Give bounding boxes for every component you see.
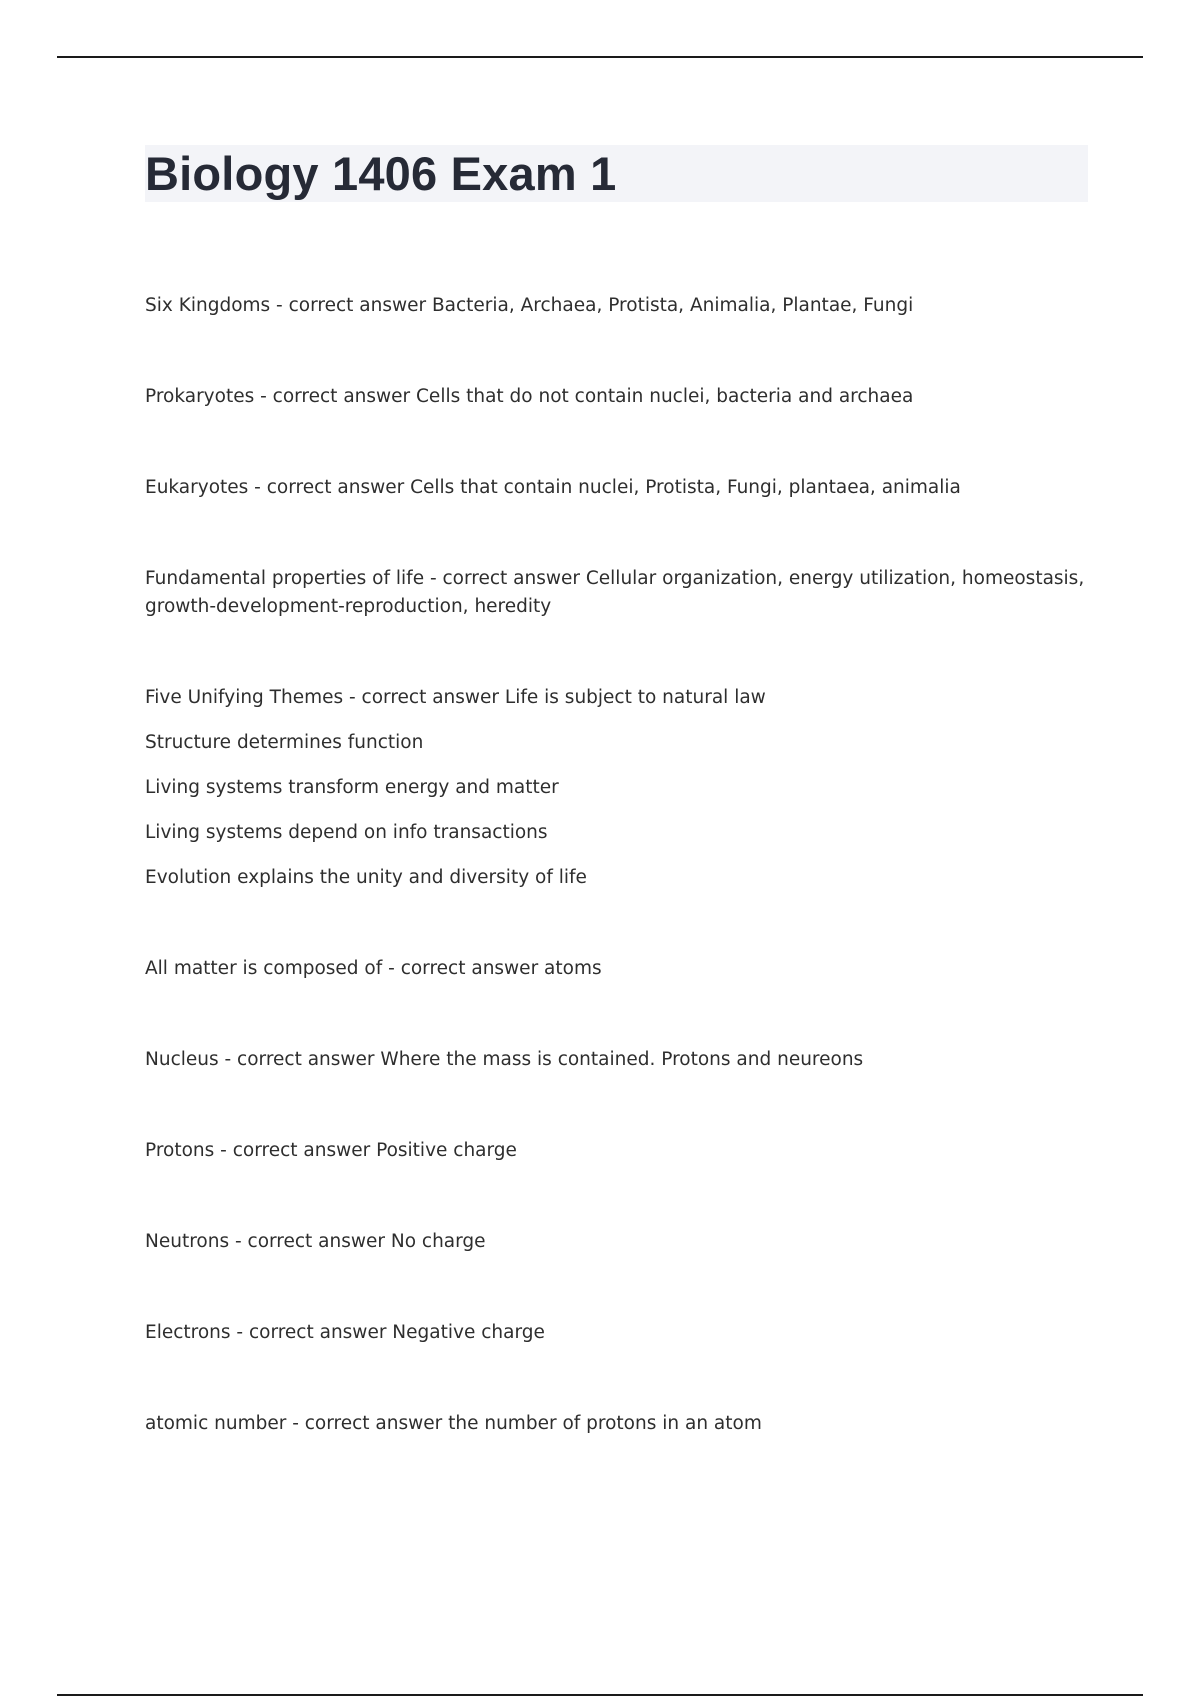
qa-entry-six-kingdoms — [145, 292, 1095, 320]
entry-text: Structure determines function — [145, 732, 424, 753]
entry-text: Six Kingdoms - correct answer Bacteria, Archaea, Protista, Animalia, Plantae, Fungi — [145, 295, 914, 316]
document-body — [145, 292, 1095, 1438]
entry-text-line2: growth-development-reproduction, heredity — [145, 596, 552, 617]
qa-entry-unifying-themes — [145, 684, 1095, 712]
qa-entry-matter — [145, 955, 1095, 983]
qa-entry-neutrons — [145, 1228, 1095, 1256]
entry-text: All matter is composed of - correct answer atoms — [145, 958, 602, 979]
page-title: Biology 1406 Exam 1 — [145, 147, 617, 200]
theme-line — [145, 774, 1095, 802]
qa-entry-fundamental-properties — [145, 565, 1095, 621]
theme-line — [145, 864, 1095, 892]
qa-entry-protons — [145, 1137, 1095, 1165]
entry-text: Living systems depend on info transactions — [145, 822, 548, 843]
entry-text: atomic number - correct answer the number of protons in an atom — [145, 1413, 762, 1434]
entry-text: Neutrons - correct answer No charge — [145, 1231, 486, 1252]
entry-text: Evolution explains the unity and diversity of life — [145, 867, 587, 888]
qa-entry-eukaryotes — [145, 474, 1095, 502]
qa-entry-electrons — [145, 1319, 1095, 1347]
entry-text: Protons - correct answer Positive charge — [145, 1140, 517, 1161]
qa-entry-prokaryotes — [145, 383, 1095, 411]
entry-text-line1: Fundamental properties of life - correct answer Cellular organization, energy utilization, homeostasis, — [145, 568, 1085, 589]
entry-text: Five Unifying Themes - correct answer Life is subject to natural law — [145, 687, 766, 708]
theme-line — [145, 729, 1095, 757]
theme-line — [145, 819, 1095, 847]
entry-text: Eukaryotes - correct answer Cells that contain nuclei, Protista, Fungi, plantaea, animalia — [145, 477, 961, 498]
bottom-rule — [57, 1694, 1143, 1696]
entry-text: Electrons - correct answer Negative charge — [145, 1322, 545, 1343]
entry-text: Prokaryotes - correct answer Cells that do not contain nuclei, bacteria and archaea — [145, 386, 914, 407]
entry-text: Nucleus - correct answer Where the mass is contained. Protons and neureons — [145, 1049, 864, 1070]
qa-entry-atomic-number — [145, 1410, 1095, 1438]
entry-text: Living systems transform energy and matter — [145, 777, 559, 798]
qa-entry-nucleus — [145, 1046, 1095, 1074]
top-rule — [57, 56, 1143, 58]
